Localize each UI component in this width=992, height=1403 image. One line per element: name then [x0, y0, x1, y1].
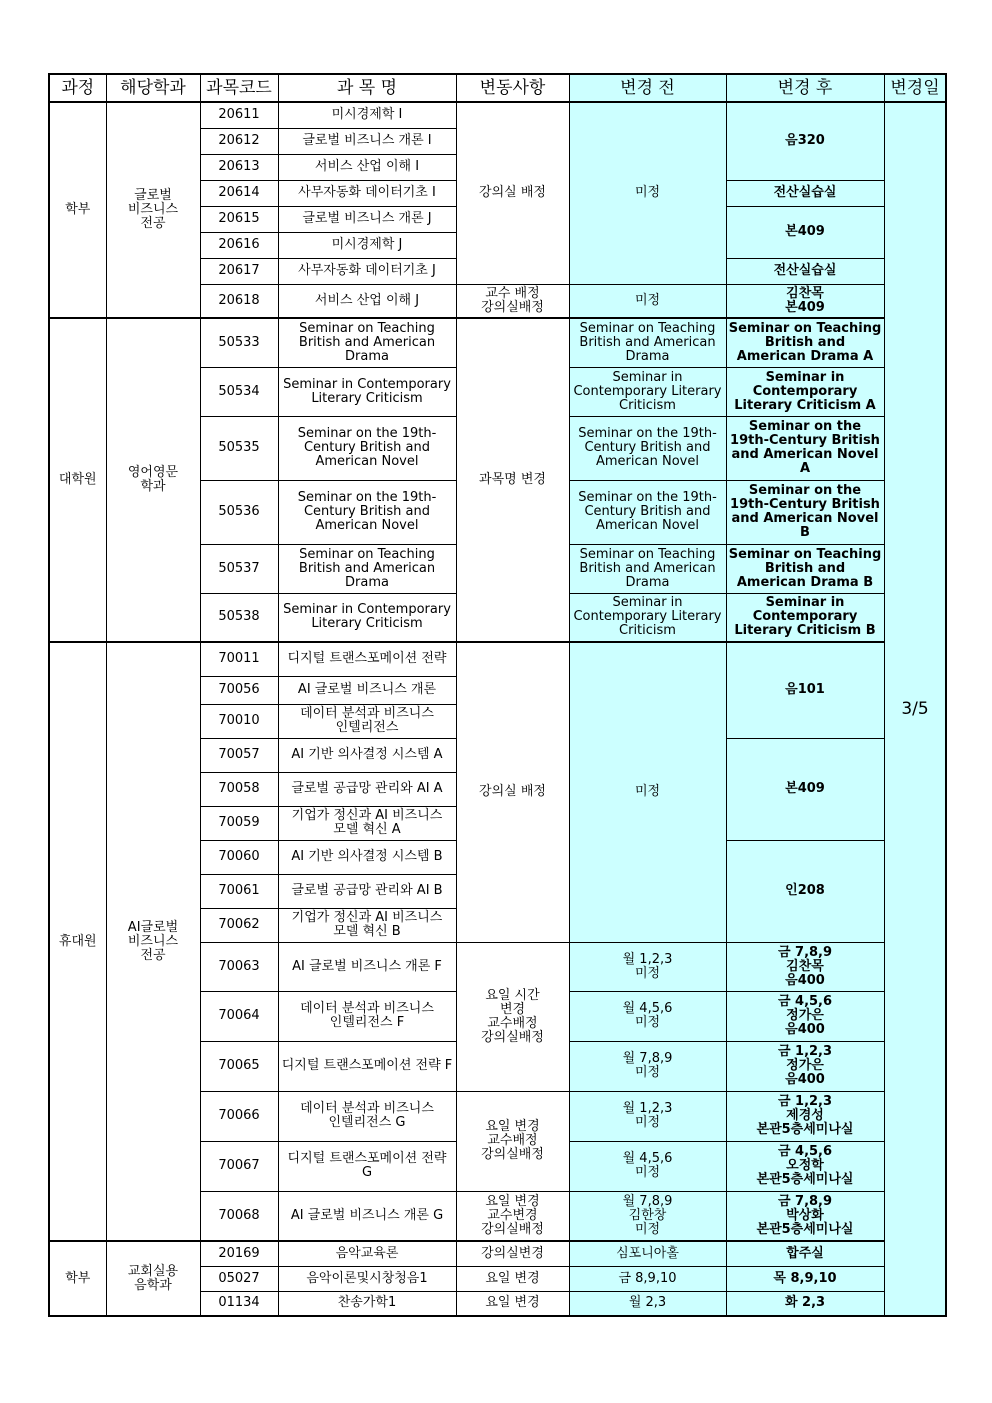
- before-cell: 월 7,8,9 김한창 미정: [569, 1191, 726, 1241]
- before-cell: 심포니아홀: [569, 1241, 726, 1266]
- name-cell: AI 글로벌 비즈니스 개론 F: [278, 942, 456, 991]
- name-cell: 디지털 트랜스포메이션 전략 F: [278, 1041, 456, 1091]
- code-cell: 20611: [200, 102, 278, 128]
- after-cell: 인208: [726, 840, 884, 942]
- code-cell: 70061: [200, 874, 278, 908]
- name-cell: AI 글로벌 비즈니스 개론 G: [278, 1191, 456, 1241]
- name-cell: 디지털 트랜스포메이션 전략: [278, 642, 456, 676]
- after-cell: 전산실습실: [726, 180, 884, 206]
- code-cell: 70066: [200, 1091, 278, 1141]
- code-cell: 70065: [200, 1041, 278, 1091]
- code-cell: 50536: [200, 480, 278, 544]
- before-cell: 월 7,8,9 미정: [569, 1041, 726, 1091]
- name-cell: 데이터 분석과 비즈니스 인텔리전스 F: [278, 991, 456, 1041]
- name-cell: AI 기반 의사결정 시스템 B: [278, 840, 456, 874]
- before-cell: 미정: [569, 102, 726, 284]
- name-cell: 찬송가학1: [278, 1291, 456, 1316]
- name-cell: 글로벌 공급망 관리와 AI A: [278, 772, 456, 806]
- name-cell: 글로벌 비즈니스 개론 J: [278, 206, 456, 232]
- change-cell: 요일 변경: [456, 1266, 569, 1291]
- name-cell: Seminar on Teaching British and American Drama: [278, 544, 456, 593]
- course-cell: 학부: [49, 1241, 106, 1316]
- dept-cell: 영어영문 학과: [106, 318, 200, 642]
- code-cell: 70010: [200, 704, 278, 738]
- header-after: 변경 후: [726, 74, 884, 102]
- after-cell: Seminar in Contemporary Literary Criticism B: [726, 593, 884, 642]
- code-cell: 70064: [200, 991, 278, 1041]
- change-cell: 요일 변경 교수변경 강의실배정: [456, 1191, 569, 1241]
- name-cell: Seminar on the 19th-Century British and American Novel: [278, 416, 456, 480]
- dept-cell: 교회실용 음학과: [106, 1241, 200, 1316]
- before-cell: 미정: [569, 284, 726, 318]
- code-cell: 50533: [200, 318, 278, 367]
- change-cell: 강의실 배정: [456, 642, 569, 942]
- before-cell: Seminar on Teaching British and American Drama: [569, 544, 726, 593]
- after-cell: 합주실: [726, 1241, 884, 1266]
- before-cell: 월 2,3: [569, 1291, 726, 1316]
- header-name: 과 목 명: [278, 74, 456, 102]
- before-cell: 금 8,9,10: [569, 1266, 726, 1291]
- code-cell: 70011: [200, 642, 278, 676]
- name-cell: 음악이론및시창청음1: [278, 1266, 456, 1291]
- name-cell: Seminar on Teaching British and American Drama: [278, 318, 456, 367]
- change-cell: 강의실변경: [456, 1241, 569, 1266]
- after-cell: 김찬목 본409: [726, 284, 884, 318]
- name-cell: 서비스 산업 이해 J: [278, 284, 456, 318]
- schedule-change-table: [48, 73, 947, 1317]
- name-cell: 서비스 산업 이해 I: [278, 154, 456, 180]
- code-cell: 20613: [200, 154, 278, 180]
- change-cell: 교수 배정 강의실배정: [456, 284, 569, 318]
- after-cell: 금 1,2,3 정가은 음400: [726, 1041, 884, 1091]
- after-cell: 음320: [726, 102, 884, 180]
- code-cell: 20617: [200, 258, 278, 284]
- code-cell: 50537: [200, 544, 278, 593]
- after-cell: 화 2,3: [726, 1291, 884, 1316]
- name-cell: AI 기반 의사결정 시스템 A: [278, 738, 456, 772]
- name-cell: 데이터 분석과 비즈니스 인텔리전스 G: [278, 1091, 456, 1141]
- name-cell: Seminar in Contemporary Literary Criticism: [278, 367, 456, 416]
- code-cell: 20169: [200, 1241, 278, 1266]
- before-cell: Seminar on Teaching British and American Drama: [569, 318, 726, 367]
- change-cell: 강의실 배정: [456, 102, 569, 284]
- name-cell: 디지털 트랜스포메이션 전략 G: [278, 1141, 456, 1191]
- dept-cell: 글로벌 비즈니스 전공: [106, 102, 200, 318]
- after-cell: 음101: [726, 642, 884, 738]
- code-cell: 70060: [200, 840, 278, 874]
- dept-cell: AI글로벌 비즈니스 전공: [106, 642, 200, 1241]
- after-cell: 금 1,2,3 제경성 본관5층세미나실: [726, 1091, 884, 1141]
- before-cell: Seminar in Contemporary Literary Criticism: [569, 593, 726, 642]
- course-cell: 대학원: [49, 318, 106, 642]
- header-date: 변경일: [884, 74, 946, 102]
- code-cell: 20615: [200, 206, 278, 232]
- code-cell: 20612: [200, 128, 278, 154]
- before-cell: 월 1,2,3 미정: [569, 1091, 726, 1141]
- change-cell: 요일 시간 변경 교수배정 강의실배정: [456, 942, 569, 1091]
- after-cell: 금 7,8,9 김찬목 음400: [726, 942, 884, 991]
- after-cell: Seminar on Teaching British and American Drama A: [726, 318, 884, 367]
- change-cell: 과목명 변경: [456, 318, 569, 642]
- header-dept: 해당학과: [106, 74, 200, 102]
- code-cell: 70057: [200, 738, 278, 772]
- code-cell: 20618: [200, 284, 278, 318]
- after-cell: 금 7,8,9 박상화 본관5층세미나실: [726, 1191, 884, 1241]
- name-cell: 글로벌 비즈니스 개론 I: [278, 128, 456, 154]
- name-cell: 사무자동화 데이터기초 I: [278, 180, 456, 206]
- code-cell: 70058: [200, 772, 278, 806]
- change-cell: 요일 변경: [456, 1291, 569, 1316]
- header-course: 과정: [49, 74, 106, 102]
- before-cell: 미정: [569, 642, 726, 942]
- name-cell: AI 글로벌 비즈니스 개론: [278, 676, 456, 704]
- name-cell: Seminar on the 19th-Century British and American Novel: [278, 480, 456, 544]
- code-cell: 50538: [200, 593, 278, 642]
- code-cell: 70062: [200, 908, 278, 942]
- name-cell: 미시경제학 I: [278, 102, 456, 128]
- code-cell: 05027: [200, 1266, 278, 1291]
- course-cell: 학부: [49, 102, 106, 318]
- header-row: [49, 74, 946, 102]
- code-cell: 70067: [200, 1141, 278, 1191]
- table-row: [49, 318, 946, 367]
- after-cell: Seminar on the 19th-Century British and American Novel A: [726, 416, 884, 480]
- after-cell: Seminar on Teaching British and American Drama B: [726, 544, 884, 593]
- code-cell: 20616: [200, 232, 278, 258]
- before-cell: Seminar on the 19th-Century British and American Novel: [569, 416, 726, 480]
- date-cell: 3/5: [884, 102, 946, 1316]
- before-cell: Seminar in Contemporary Literary Criticism: [569, 367, 726, 416]
- code-cell: 70059: [200, 806, 278, 840]
- after-cell: 본409: [726, 738, 884, 840]
- header-change: 변동사항: [456, 74, 569, 102]
- name-cell: Seminar in Contemporary Literary Criticism: [278, 593, 456, 642]
- name-cell: 미시경제학 J: [278, 232, 456, 258]
- before-cell: 월 4,5,6 미정: [569, 1141, 726, 1191]
- code-cell: 70068: [200, 1191, 278, 1241]
- code-cell: 50534: [200, 367, 278, 416]
- after-cell: 금 4,5,6 정가은 음400: [726, 991, 884, 1041]
- code-cell: 01134: [200, 1291, 278, 1316]
- after-cell: 전산실습실: [726, 258, 884, 284]
- table-row: [49, 102, 946, 128]
- code-cell: 70063: [200, 942, 278, 991]
- table-row: [49, 642, 946, 676]
- course-cell: 휴대원: [49, 642, 106, 1241]
- code-cell: 70056: [200, 676, 278, 704]
- after-cell: 본409: [726, 206, 884, 258]
- name-cell: 기업가 정신과 AI 비즈니스 모델 혁신 B: [278, 908, 456, 942]
- name-cell: 데이터 분석과 비즈니스 인텔리전스: [278, 704, 456, 738]
- name-cell: 사무자동화 데이터기초 J: [278, 258, 456, 284]
- after-cell: 목 8,9,10: [726, 1266, 884, 1291]
- header-code: 과목코드: [200, 74, 278, 102]
- code-cell: 50535: [200, 416, 278, 480]
- name-cell: 기업가 정신과 AI 비즈니스 모델 혁신 A: [278, 806, 456, 840]
- after-cell: Seminar in Contemporary Literary Criticism A: [726, 367, 884, 416]
- before-cell: 월 4,5,6 미정: [569, 991, 726, 1041]
- name-cell: 글로벌 공급망 관리와 AI B: [278, 874, 456, 908]
- before-cell: 월 1,2,3 미정: [569, 942, 726, 991]
- before-cell: Seminar on the 19th-Century British and American Novel: [569, 480, 726, 544]
- name-cell: 음악교육론: [278, 1241, 456, 1266]
- after-cell: Seminar on the 19th-Century British and American Novel B: [726, 480, 884, 544]
- change-cell: 요일 변경 교수배정 강의실배정: [456, 1091, 569, 1191]
- header-before: 변경 전: [569, 74, 726, 102]
- table-row: [49, 1241, 946, 1266]
- after-cell: 금 4,5,6 오정학 본관5층세미나실: [726, 1141, 884, 1191]
- code-cell: 20614: [200, 180, 278, 206]
